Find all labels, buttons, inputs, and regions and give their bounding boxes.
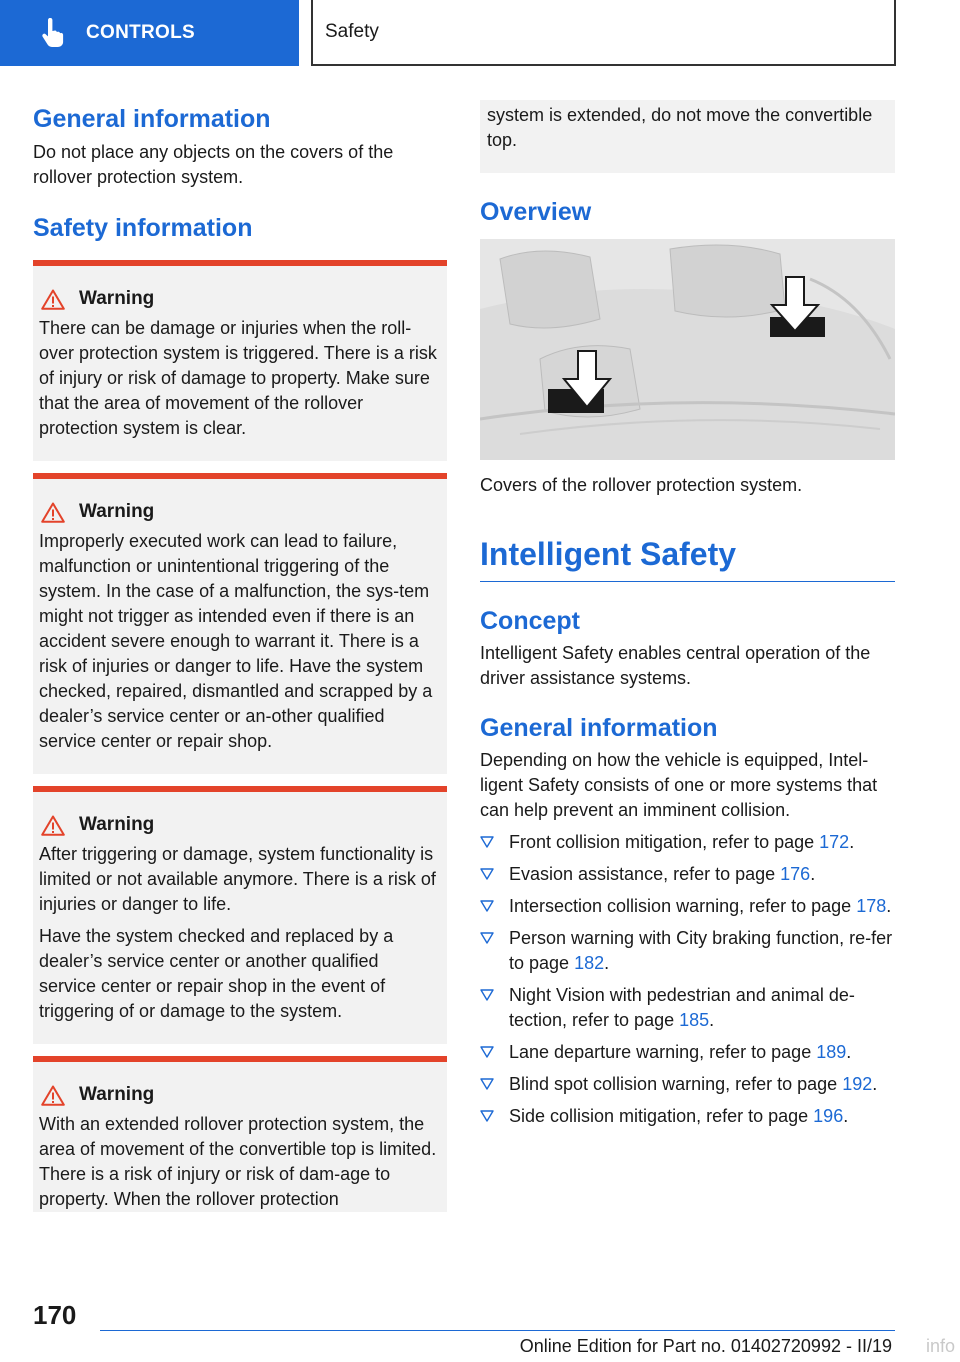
page-reference-link[interactable]: 178: [856, 896, 887, 917]
triangle-bullet-icon: [480, 836, 494, 848]
list-item: Side collision mitigation, refer to page 196.: [480, 1104, 895, 1129]
warning-triangle-icon: [41, 289, 65, 310]
warning-text: Have the system checked and replaced by a dealer’s service center or another qualified service center or repair shop in the event of triggering of or damage to the system.: [39, 926, 394, 1021]
warning-triangle-icon: [41, 1085, 65, 1106]
warning-text: After triggering or damage, system functionality is limited or not available anymore. There is a risk of injuries or danger to life.: [39, 844, 436, 914]
list-item-text: Blind spot collision warning, refer to page: [509, 1074, 843, 1095]
warning-continued-text: system is extended, do not move the convertible top.: [487, 105, 873, 150]
intelligent-safety-heading: Intelligent Safety: [480, 536, 737, 572]
page-reference-link[interactable]: 176: [780, 864, 811, 885]
safety-information-heading: Safety information: [33, 214, 253, 242]
triangle-bullet-icon: [480, 900, 494, 912]
general-information-heading-right: General information: [480, 714, 718, 743]
triangle-bullet-icon: [480, 989, 494, 1001]
list-item-text: Side collision mitigation, refer to page: [509, 1106, 814, 1127]
page-reference-link[interactable]: 192: [842, 1074, 873, 1095]
list-item: Intersection collision warning, refer to page 178.: [480, 894, 895, 919]
warning-triangle-icon: [41, 502, 65, 523]
concept-heading: Concept: [480, 607, 580, 636]
page-reference-link[interactable]: 189: [816, 1042, 847, 1063]
general-information-text-right: Depending on how the vehicle is equipped, Intel‐ligent Safety consists of one or more systems that can help prevent an imminent collision.: [480, 750, 878, 821]
list-item-text: Lane departure warning, refer to page: [509, 1042, 817, 1063]
list-item: Night Vision with pedestrian and animal de‐tection, refer to page 185.: [480, 983, 895, 1033]
rollover-covers-figure: [480, 239, 895, 460]
warning-label: Warning: [79, 288, 155, 309]
page-reference-link[interactable]: 172: [819, 832, 850, 853]
concept-text: Intelligent Safety enables central operation of the driver assistance systems.: [480, 643, 871, 689]
warning-box: [33, 260, 447, 461]
page-reference-link[interactable]: 196: [813, 1106, 844, 1127]
car-interior-illustration: [480, 239, 895, 460]
list-item-text: Night Vision with pedestrian and animal de‐tection, refer to page: [509, 985, 855, 1031]
warning-label: Warning: [79, 814, 155, 835]
edition-footer: Online Edition for Part no. 01402720992 - II/19: [519, 1336, 892, 1356]
section-tab-label: CONTROLS: [86, 22, 196, 43]
general-information-heading: General information: [33, 105, 271, 133]
triangle-bullet-icon: [480, 932, 494, 944]
warning-label: Warning: [79, 501, 155, 522]
page-reference-link[interactable]: 182: [574, 953, 605, 974]
section-tab-controls[interactable]: [0, 0, 299, 66]
page-reference-link[interactable]: 185: [679, 1010, 710, 1031]
triangle-bullet-icon: [480, 1046, 494, 1058]
warning-box: [33, 1056, 447, 1212]
warning-text: There can be damage or injuries when the roll‐over protection system is triggered. There is a risk of injury or risk of damage to property. Make sure that the area of movement of the rollover protection system is clear.: [39, 318, 437, 438]
triangle-bullet-icon: [480, 1078, 494, 1090]
list-item-text: Evasion assistance, refer to page: [509, 864, 781, 885]
triangle-bullet-icon: [480, 868, 494, 880]
overview-heading: Overview: [480, 198, 592, 226]
page-number: 170: [33, 1300, 77, 1330]
hand-pointer-icon: [40, 18, 66, 48]
figure-caption: Covers of the rollover protection system.: [480, 475, 803, 495]
general-information-text: Do not place any objects on the covers of the rollover protection system.: [33, 142, 394, 187]
warning-text: With an extended rollover protection system, the area of movement of the convertible top is limited. There is a risk of injury or risk of dam‐age to property. When the rollover protection: [39, 1114, 437, 1209]
warning-text: Improperly executed work can lead to failure, malfunction or unintentional triggering of the system. In the case of a malfunction, the sys‐tem might not trigger as intended even if there is an accident severe enough to warrant it. There is a risk of injuries or danger to life. Have the system checked, repaired, dismantled and scrapped by a dealer’s service center or an‐other qualified service center or repair shop.: [39, 531, 433, 751]
watermark-text: info: [925, 1336, 955, 1356]
left-column: [33, 100, 447, 1212]
warning-continuation: [480, 100, 895, 173]
list-item-text: Intersection collision warning, refer to page: [509, 896, 857, 917]
list-item: Blind spot collision warning, refer to page 192.: [480, 1072, 895, 1097]
warning-box: [33, 473, 447, 774]
heading-divider: [480, 581, 895, 582]
list-item-text: Front collision mitigation, refer to page: [509, 832, 820, 853]
chapter-tab-safety[interactable]: [311, 0, 896, 66]
list-item: Evasion assistance, refer to page 176.: [480, 862, 895, 887]
list-item: Lane departure warning, refer to page 189.: [480, 1040, 895, 1065]
footer-divider: [100, 1330, 895, 1331]
list-item: Person warning with City braking function, re‐fer to page 182.: [480, 926, 895, 976]
right-column: [480, 100, 895, 1136]
chapter-tab-label: Safety: [325, 21, 379, 42]
list-item: Front collision mitigation, refer to page 172.: [480, 830, 895, 855]
warning-box: [33, 786, 447, 1044]
warning-triangle-icon: [41, 815, 65, 836]
warning-label: Warning: [79, 1084, 155, 1105]
triangle-bullet-icon: [480, 1110, 494, 1122]
list-item-text: Person warning with City braking function, re‐fer to page: [509, 928, 893, 974]
assistance-systems-list: [480, 830, 895, 1129]
page-header: [0, 0, 960, 66]
